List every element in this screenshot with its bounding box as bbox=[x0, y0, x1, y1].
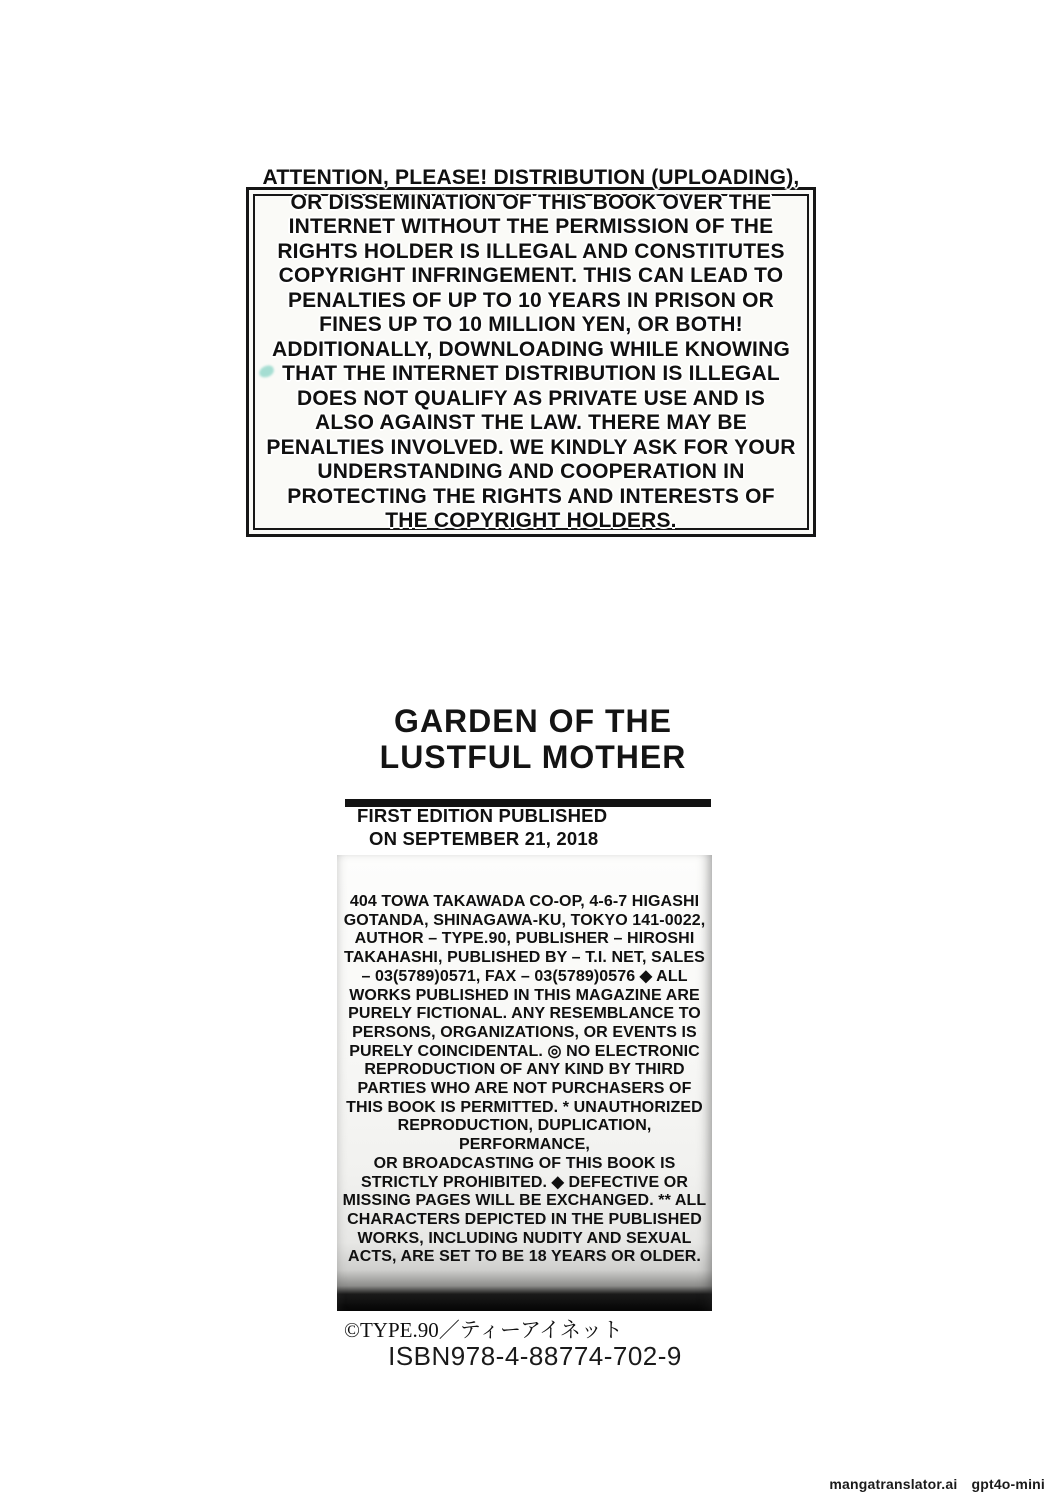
warning-line: FINES UP TO 10 MILLION YEN, OR BOTH! bbox=[319, 313, 743, 336]
warning-line: THAT THE INTERNET DISTRIBUTION IS ILLEGAL bbox=[282, 362, 780, 385]
colophon-line: 404 TOWA TAKAWADA CO-OP, 4-6-7 HIGASHI bbox=[349, 893, 700, 910]
edition-line1: FIRST EDITION PUBLISHED bbox=[357, 805, 608, 826]
colophon-line: REPRODUCTION OF ANY KIND BY THIRD bbox=[364, 1061, 685, 1079]
edition-line2: ON SEPTEMBER 21, 2018 bbox=[369, 828, 599, 849]
warning-line: ADDITIONALLY, DOWNLOADING WHILE KNOWING bbox=[272, 337, 790, 361]
colophon-line: THIS BOOK IS PERMITTED. * UNAUTHORIZED bbox=[346, 1098, 703, 1116]
warning-line: DOES NOT QUALIFY AS PRIVATE USE AND IS bbox=[296, 386, 766, 410]
colophon-line: OR BROADCASTING OF THIS BOOK IS bbox=[373, 1154, 676, 1172]
warning-line: COPYRIGHT INFRINGEMENT. THIS CAN LEAD TO bbox=[278, 264, 784, 287]
watermark-site: mangatranslator.ai bbox=[829, 1476, 958, 1492]
isbn: ISBN978-4-88774-702-9 bbox=[388, 1341, 682, 1371]
book-title-line1: GARDEN OF THE bbox=[394, 703, 672, 739]
colophon-line: GOTANDA, SHINAGAWA-KU, TOKYO 141-0022, bbox=[343, 911, 706, 929]
warning-line: INTERNET WITHOUT THE PERMISSION OF THE bbox=[288, 215, 774, 238]
watermark bbox=[829, 1476, 1045, 1492]
warning-line: PROTECTING THE RIGHTS AND INTERESTS OF bbox=[287, 484, 775, 508]
book-title-line2: LUSTFUL MOTHER bbox=[379, 739, 687, 775]
colophon-line: PARTIES WHO ARE NOT PURCHASERS OF bbox=[357, 1080, 692, 1098]
warning-line: UNDERSTANDING AND COOPERATION IN bbox=[317, 460, 745, 483]
colophon-line: – 03(5789)0571, FAX – 03(5789)0576 ◆ ALL bbox=[361, 967, 688, 985]
warning-line: OR DISSEMINATION OF THIS BOOK OVER THE bbox=[290, 190, 772, 214]
colophon-line: PURELY COINCIDENTAL. ◎ NO ELECTRONIC bbox=[349, 1042, 700, 1060]
colophon-line: WORKS, INCLUDING NUDITY AND SEXUAL bbox=[357, 1229, 692, 1247]
colophon-line: STRICTLY PROHIBITED. ◆ DEFECTIVE OR bbox=[361, 1173, 688, 1191]
warning-line: THE COPYRIGHT HOLDERS. bbox=[385, 509, 677, 532]
colophon-line: ACTS, ARE SET TO BE 18 YEARS OR OLDER. bbox=[348, 1248, 701, 1266]
colophon-line: CHARACTERS DEPICTED IN THE PUBLISHED bbox=[347, 1210, 702, 1228]
edition-info bbox=[357, 804, 607, 850]
colophon-text bbox=[337, 893, 712, 1267]
colophon-line: AUTHOR – TYPE.90, PUBLISHER – HIROSHI bbox=[354, 930, 695, 948]
colophon-line: PERSONS, ORGANIZATIONS, OR EVENTS IS bbox=[352, 1023, 697, 1041]
colophon-line: REPRODUCTION, DUPLICATION, PERFORMANCE, bbox=[397, 1117, 652, 1154]
copyright-credit: ©TYPE.90／ティーアイネット bbox=[344, 1318, 623, 1342]
warning-line: PENALTIES OF UP TO 10 YEARS IN PRISON OR bbox=[287, 288, 775, 312]
colophon-line: PURELY FICTIONAL. ANY RESEMBLANCE TO bbox=[348, 1005, 701, 1023]
colophon-line: MISSING PAGES WILL BE EXCHANGED. ** ALL bbox=[342, 1192, 707, 1210]
warning-line: ALSO AGAINST THE LAW. THERE MAY BE bbox=[315, 411, 747, 434]
colophon-line: TAKAHASHI, PUBLISHED BY – T.I. NET, SALES bbox=[344, 949, 705, 967]
warning-line: PENALTIES INVOLVED. WE KINDLY ASK FOR YOUR bbox=[266, 435, 796, 459]
copyright-warning-text bbox=[238, 166, 824, 534]
warning-line: RIGHTS HOLDER IS ILLEGAL AND CONSTITUTES bbox=[277, 239, 785, 263]
watermark-model: gpt4o-mini bbox=[971, 1476, 1045, 1492]
warning-line: ATTENTION, PLEASE! DISTRIBUTION (UPLOADING), bbox=[262, 166, 800, 189]
book-title bbox=[248, 703, 818, 775]
colophon-line: WORKS PUBLISHED IN THIS MAGAZINE ARE bbox=[349, 986, 700, 1004]
